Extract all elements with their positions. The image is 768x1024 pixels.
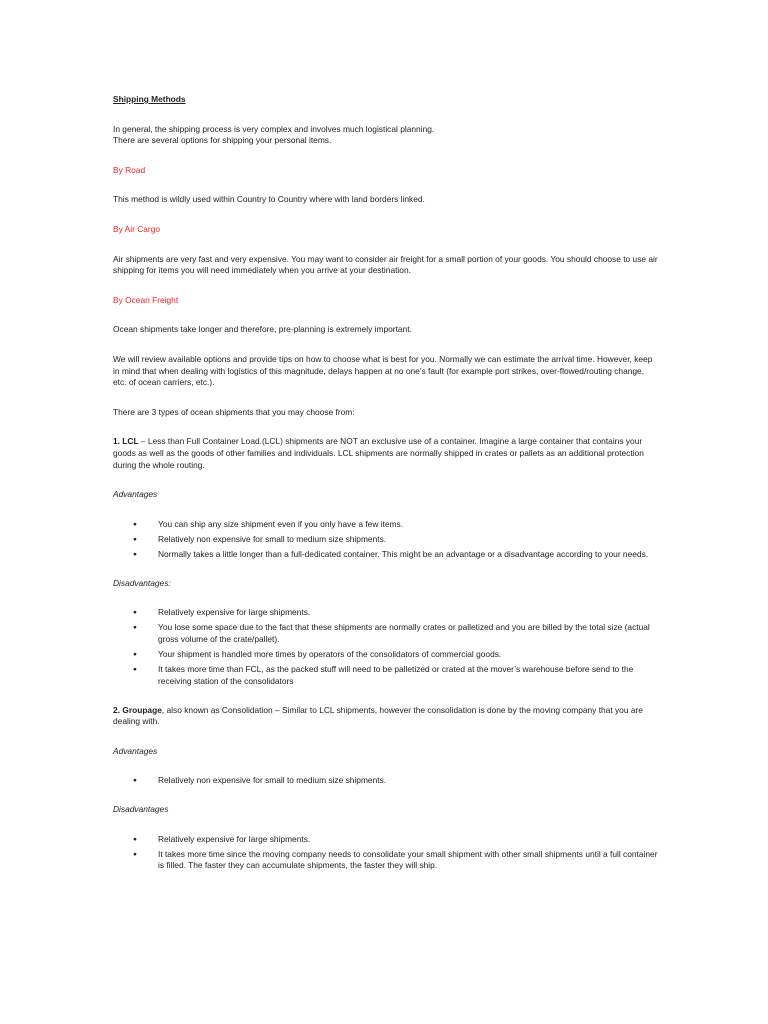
document-page — [113, 94, 658, 876]
intro-line-1: In general, the shipping process is very complex and involves much logistical planning. — [113, 123, 435, 134]
lcl-paragraph — [113, 436, 658, 471]
air-heading: By Air Cargo — [113, 223, 161, 234]
lcl-advantages-heading: Advantages — [113, 489, 158, 500]
list-item: ● Relatively non expensive for small to medium size shipments. — [113, 775, 658, 787]
intro-line-2: There are several options for shipping your personal items. — [113, 135, 332, 146]
page-title: Shipping Methods — [113, 94, 186, 104]
groupage-text: , also known as Consolidation – Similar to LCL shipments, however the consolidation is done by the moving company that you are dealing with. — [113, 704, 643, 727]
lcl-label: 1. LCL — [113, 436, 139, 447]
road-heading: By Road — [113, 164, 146, 175]
ocean-text-1: Ocean shipments take longer and therefore, pre-planning is extremely important. — [113, 324, 412, 335]
lcl-advantages-list — [113, 519, 658, 561]
ocean-text-3: There are 3 types of ocean shipments that you may choose from: — [113, 406, 355, 417]
groupage-paragraph — [113, 705, 658, 728]
list-item: ● Relatively non expensive for small to medium size shipments. — [113, 534, 658, 546]
groupage-disadvantages-list — [113, 834, 658, 872]
lcl-text: – Less than Full Container Load.(LCL) shipments are NOT an exclusive use of a container. Imagine a large container that contains your goods as well as the goods of other families and individuals. LCL shipments are normally shipped in crates or pallets as an additional protection during the whole routing. — [113, 436, 644, 470]
groupage-advantages-heading: Advantages — [113, 745, 158, 756]
groupage-label: 2. Groupage — [113, 704, 162, 715]
list-item: ● You can ship any size shipment even if you only have a few items. — [113, 519, 658, 531]
groupage-advantages-list — [113, 775, 658, 787]
ocean-text-2: We will review available options and provide tips on how to choose what is best for you. Normally we can estimate the arrival time. However, keep in mind that when dealing with logistics of this magnitude, delays happen at no one’s fault (for example port strikes, over-flowed/routing change, etc. of ocean carriers, etc.). — [113, 353, 653, 388]
lcl-disadvantages-list — [113, 607, 658, 687]
list-item: ● Normally takes a little longer than a full-dedicated container. This might be an advantage or a disadvantage according to your needs. — [113, 549, 658, 561]
list-item: ● Relatively expensive for large shipments. — [113, 834, 658, 846]
list-item: ● Relatively expensive for large shipments. — [113, 607, 658, 619]
groupage-disadvantages-heading: Disadvantages — [113, 803, 169, 814]
air-text: Air shipments are very fast and very expensive. You may want to consider air freight for a small portion of your goods. You should choose to use air shipping for items you will need immediately when you arrive at your destination. — [113, 253, 658, 276]
ocean-heading: By Ocean Freight — [113, 294, 179, 305]
list-item: ● Your shipment is handled more times by operators of the consolidators of commercial goods. — [113, 649, 658, 661]
road-text: This method is wildly used within Country to Country where with land borders linked. — [113, 194, 425, 205]
list-item: ● You lose some space due to the fact that these shipments are normally crates or palletized and you are billed by the total size (actual gross volume of the crate/pallet). — [113, 622, 658, 645]
list-item: ● It takes more time than FCL, as the packed stuff will need to be palletized or crated at the mover’s warehouse before send to the receiving station of the consolidators — [113, 664, 658, 687]
lcl-disadvantages-heading: Disadvantages: — [113, 577, 171, 588]
list-item: ● It takes more time since the moving company needs to consolidate your small shipment with other small shipments until a full container is filled. The faster they can accumulate shipments, the faster they will ship. — [113, 849, 658, 872]
